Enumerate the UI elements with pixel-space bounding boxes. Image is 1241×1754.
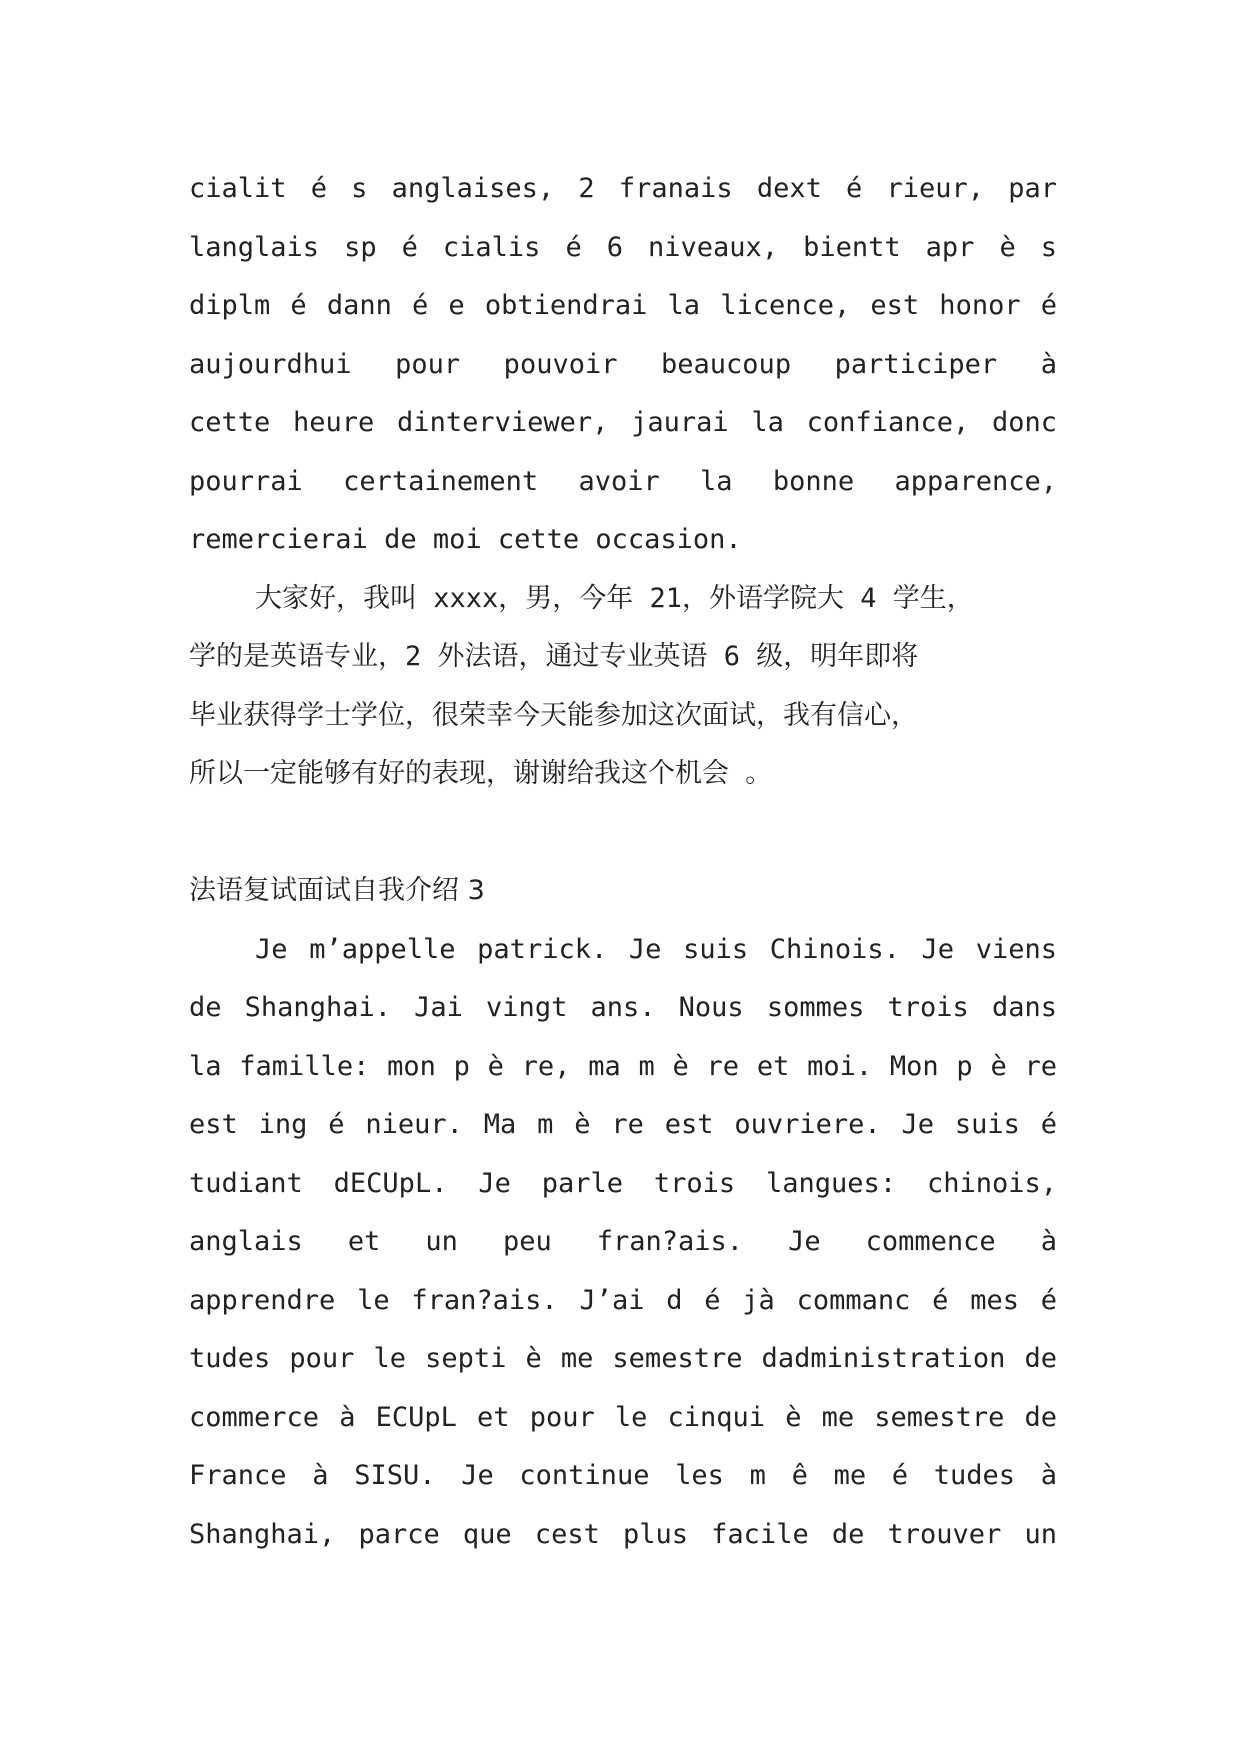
text-line: Shanghai, parce que cest plus facile de trouver un <box>189 1518 1057 1550</box>
text-line: cialit é s anglaises, 2 franais dext é rieur, par <box>189 173 1057 204</box>
section-heading: 法语复试面试自我介绍 3 <box>189 875 485 906</box>
text-line: commerce à ECUpL et pour le cinqui è me semestre de <box>189 1401 1057 1433</box>
text-line: 所以一定能够有好的表现，谢谢给我这个机会 。 <box>189 758 773 789</box>
paragraph-french-intro <box>189 921 1057 1565</box>
paragraph-french-continuation <box>189 160 1057 570</box>
text-line: 学的是英语专业，2 外法语，通过专业英语 6 级，明年即将 <box>189 641 919 672</box>
document-page <box>189 160 1057 1564</box>
text-line: tudes pour le septi è me semestre dadministration de <box>189 1343 1057 1374</box>
text-line: langlais sp é cialis é 6 niveaux, bientt apr è s <box>189 231 1057 263</box>
text-line: pourrai certainement avoir la bonne apparence, <box>189 465 1057 497</box>
text-line: remercierai de moi cette occasion. <box>189 524 742 555</box>
text-line: la famille: mon p è re, ma m è re et moi. Mon p è re <box>189 1050 1057 1082</box>
text-line: tudiant dECUpL. Je parle trois langues: chinois, <box>189 1167 1057 1199</box>
text-line: est ing é nieur. Ma m è re est ouvriere. Je suis é <box>189 1109 1057 1140</box>
text-line: diplm é dann é e obtiendrai la licence, est honor é <box>189 290 1057 321</box>
text-line: 毕业获得学士学位，很荣幸今天能参加这次面试，我有信心， <box>189 699 918 731</box>
text-line: cette heure dinterviewer, jaurai la confiance, donc <box>189 407 1057 438</box>
text-line: Je m’appelle patrick. Je suis Chinois. Je viens <box>255 933 1057 965</box>
text-line: 大家好，我叫 xxxx，男，今年 21，外语学院大 4 学生， <box>255 582 974 614</box>
text-line: aujourdhui pour pouvoir beaucoup participer à <box>189 348 1057 380</box>
text-line: de Shanghai. Jai vingt ans. Nous sommes trois dans <box>189 992 1057 1023</box>
paragraph-chinese-intro <box>189 570 1057 804</box>
text-line: France à SISU. Je continue les m ê me é tudes à <box>189 1460 1057 1491</box>
text-line: anglais et un peu fran?ais. Je commence à <box>189 1226 1057 1257</box>
text-line: apprendre le fran?ais. J’ai d é jà commanc é mes é <box>189 1284 1057 1316</box>
paragraph-spacer <box>189 804 1057 863</box>
